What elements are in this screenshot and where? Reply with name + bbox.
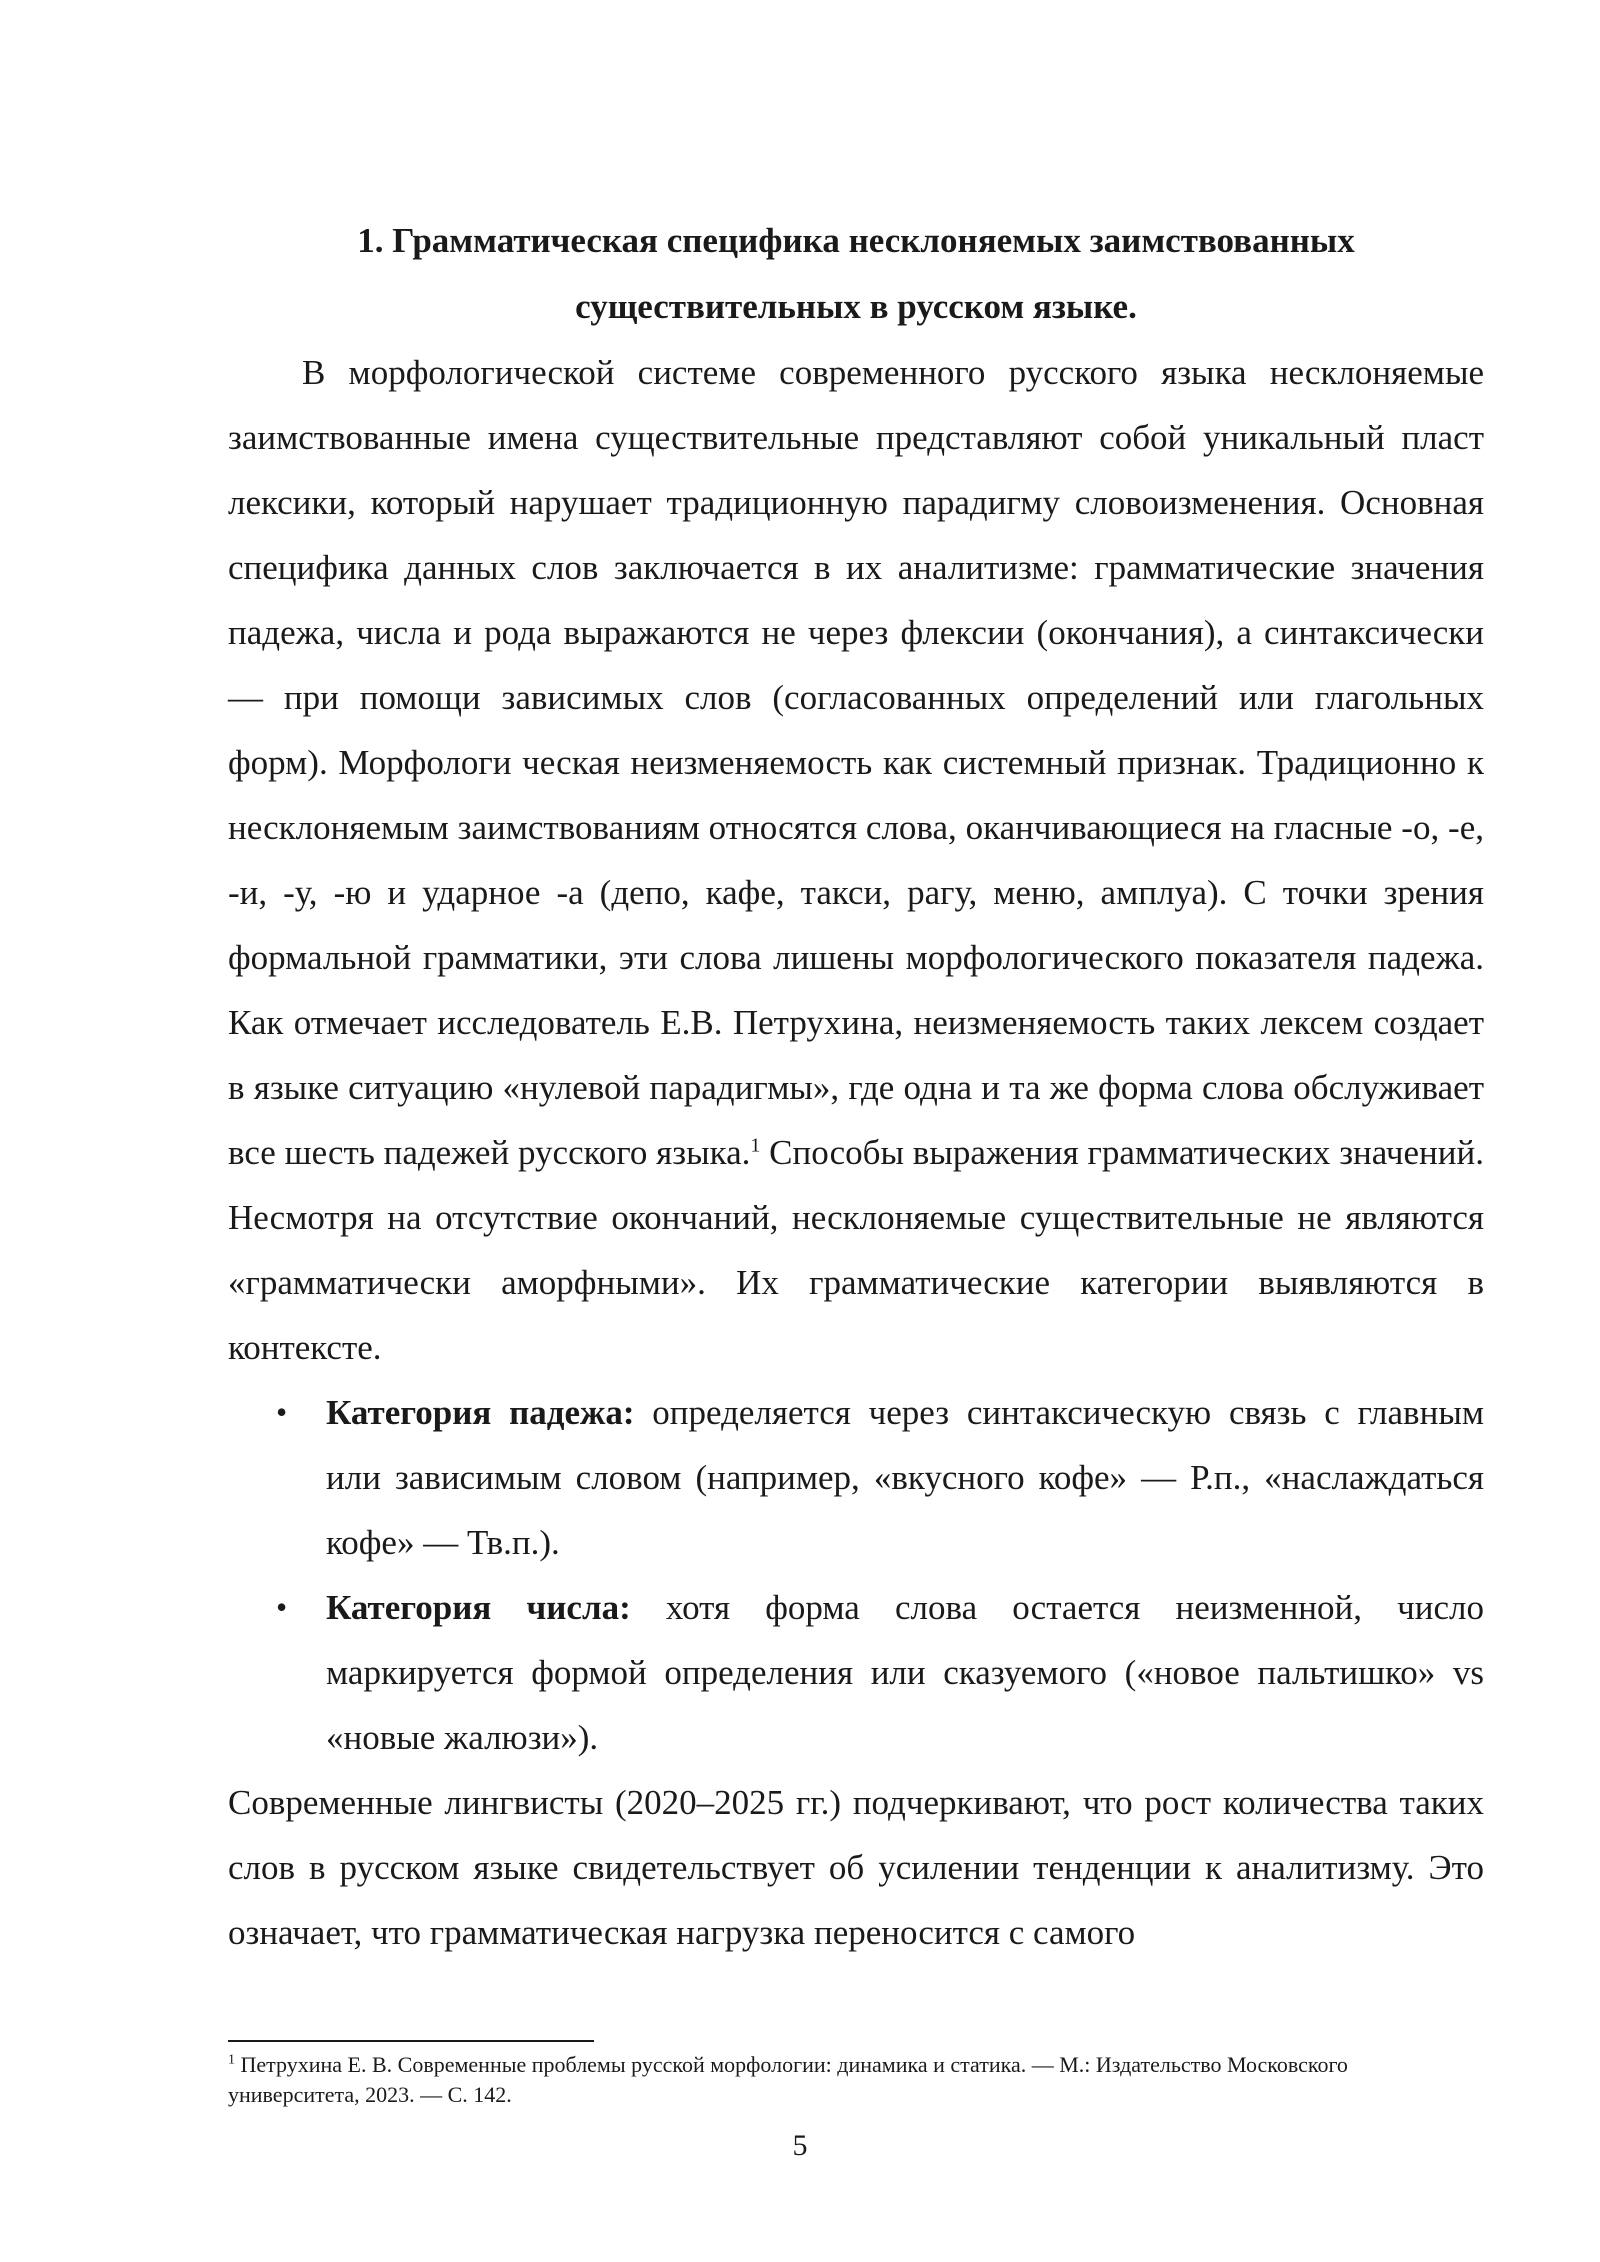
page-number: 5 (792, 2129, 808, 2162)
footnote-separator (228, 2040, 594, 2042)
heading-line-2: существительных в русском языке. (575, 287, 1137, 326)
paragraph-intro (228, 340, 1484, 1380)
paragraph-conclusion: Современные лингвисты (2020–2025 гг.) подчеркивают, что рост количества таких слов в русском языке свидетельствует об усилении тенденции к аналитизму. Это означает, что грамматическая нагрузка переносится с самого (228, 1783, 1484, 1952)
section-heading (228, 208, 1484, 340)
footnote (228, 2050, 1484, 2110)
paragraph-intro-continuation: Способы выражения грамматических значений. Несмотря на отсутствие окончаний, несклоняемые существительные не являются «грамматически аморфными». Их грамматические категории выявляются в контексте. (228, 1133, 1484, 1367)
list-item (228, 1380, 1484, 1575)
list-item-label: Категория числа: (326, 1588, 631, 1627)
list-item (228, 1575, 1484, 1770)
heading-line-1: 1. Грамматическая специфика несклоняемых заимствованных (357, 221, 1355, 260)
paragraph-intro-text: В морфологической системе современного русского языка несклоняемые заимствованные имена существительные представляют собой уникальный пласт лексики, который нарушает традиционную парадигму словоизменения. Основная специфика данных слов заключается в их аналитизме: грамматические значения падежа, числа и рода выражаются не через флексии (окончания), а синтаксически — при помощи зависимых слов (согласованных определений или глагольных форм). Морфологи ческая неизменяемость как системный признак. Традиционно к несклоняемым заимствованиям относятся слова, оканчивающиеся на гласные -о, -е, -и, -у, -ю и ударное -а (депо, кафе, такси, рагу, меню, амплуа). С точки зрения формальной грамматики, эти слова лишены морфологического показателя падежа. Как отмечает исследователь Е.В. Петрухина, неизменяемость таких лексем создает в языке ситуацию «нулевой парадигмы», где одна и та же форма слова обслуживает все шесть падежей русского языка. (228, 353, 1484, 1172)
category-list (228, 1380, 1484, 1770)
footnote-reference[interactable]: 1 (750, 1134, 761, 1157)
bullet-icon: • (276, 1394, 288, 1430)
list-item-text: хотя форма слова остается неизменной, число маркируется формой определения или сказуемого («новое пальтишко» vs «новые жалюзи»). (326, 1588, 1485, 1757)
list-item-text: определяется через синтаксическую связь с главным или зависимым словом (например, «вкусного кофе» — Р.п., «наслаждаться кофе» — Тв.п.). (326, 1393, 1484, 1562)
footnote-text: Петрухина Е. В. Современные проблемы русской морфологии: динамика и статика. — М.: Издательство Московского университета, 2023. — С. 142. (228, 2052, 1348, 2107)
list-item-label: Категория падежа: (326, 1393, 635, 1432)
footnote-marker: 1 (228, 2052, 235, 2068)
main-text (228, 208, 1484, 1965)
bullet-icon: • (276, 1589, 288, 1625)
